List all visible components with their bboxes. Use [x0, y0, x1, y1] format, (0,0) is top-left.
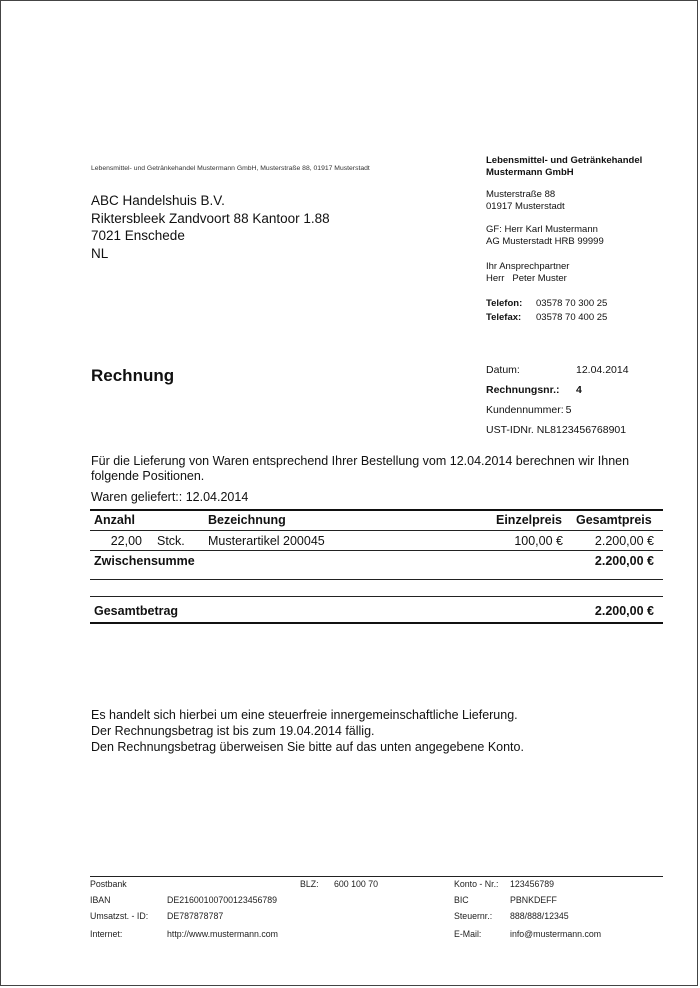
table-top-rule: [90, 509, 663, 511]
vat-id: UST-IDNr. NL8123456768901: [486, 424, 627, 436]
account-label: Konto - Nr.:: [454, 879, 499, 889]
taxno-label: Steuernr.:: [454, 911, 493, 921]
subtotal-label: Zwischensumme: [94, 554, 195, 568]
note-payment: Den Rechnungsbetrag überweisen Sie bitte auf das unten angegebene Konto.: [91, 740, 524, 754]
date-label: Datum:: [486, 364, 520, 376]
subtotal-value: 2.200,00 €: [594, 554, 654, 568]
company-name-line2: Mustermann GmbH: [486, 166, 574, 178]
invoice-date: 12.04.2014: [576, 364, 629, 376]
bank-name: Postbank: [90, 879, 127, 889]
total-value: 2.200,00 €: [594, 604, 654, 618]
total-label: Gesamtbetrag: [94, 604, 179, 618]
blz-label: BLZ:: [300, 879, 319, 889]
invoice-meta: [486, 360, 629, 440]
bic-value: PBNKDEFF: [510, 895, 557, 905]
internet-label: Internet:: [90, 929, 123, 939]
blz-value: 600 100 70: [334, 879, 379, 889]
note-due-date: Der Rechnungsbetrag ist bis zum 19.04.2014 fällig.: [91, 724, 375, 738]
company-name-line1: Lebensmittel- und Getränkehandel: [486, 155, 643, 166]
contact-label: Ihr Ansprechpartner: [486, 261, 570, 272]
website-link[interactable]: http://www.mustermann.com: [167, 929, 278, 939]
company-street: Musterstraße 88: [486, 189, 556, 200]
bank-footer: [90, 876, 663, 939]
footer-rule: [90, 876, 663, 877]
sender-return-line: Lebensmittel- und Getränkehandel Mustermann GmbH, Musterstraße 88, 01917 Musterstadt: [91, 165, 370, 172]
phone-number: 03578 70 300 25: [536, 298, 608, 309]
customer-number: 5: [565, 404, 572, 416]
header-rule: [90, 530, 663, 531]
col-header-quantity: Anzahl: [94, 513, 135, 527]
email-link[interactable]: info@mustermann.com: [510, 929, 602, 939]
col-header-total-price: Gesamtpreis: [576, 513, 652, 527]
vat-value: DE787878787: [167, 911, 224, 921]
fax-label: Telefax:: [486, 311, 522, 323]
recipient-address: [91, 192, 330, 262]
document-title: Rechnung: [91, 366, 175, 385]
col-header-description: Bezeichnung: [208, 513, 286, 527]
vat-label: Umsatzst. - ID:: [90, 911, 149, 921]
bic-label: BIC: [454, 895, 469, 905]
row-description: Musterartikel 200045: [208, 534, 325, 548]
company-info-block: [486, 155, 642, 323]
fax-number: 03578 70 400 25: [536, 311, 608, 323]
row-unit-price: 100,00 €: [514, 534, 563, 548]
recipient-name: ABC Handelshuis B.V.: [91, 193, 225, 208]
recipient-city: 7021 Enschede: [91, 228, 185, 243]
col-header-unit-price: Einzelpreis: [496, 513, 562, 527]
total-top-rule: [90, 596, 663, 597]
iban-value: DE21600100700123456789: [167, 895, 278, 905]
row-total-price: 2.200,00 €: [594, 534, 654, 548]
recipient-street: Riktersbleek Zandvoort 88 Kantoor 1.88: [91, 210, 330, 226]
row-quantity: 22,00: [110, 534, 142, 548]
taxno-value: 888/888/12345: [510, 911, 569, 921]
company-managing-director: GF: Herr Karl Mustermann: [486, 224, 598, 235]
iban-label: IBAN: [90, 895, 111, 905]
total-bottom-rule: [90, 622, 663, 624]
notes-block: [91, 707, 524, 755]
row-unit: Stck.: [157, 534, 185, 548]
intro-text: Für die Lieferung von Waren entsprechend Ihrer Bestellung vom 12.04.2014 berechnen wir Ihnen folgende Positionen.: [91, 454, 630, 483]
recipient-country: NL: [91, 245, 109, 261]
company-register: AG Musterstadt HRB 99999: [486, 235, 604, 247]
subtotal-rule: [90, 579, 663, 580]
account-value: 123456789: [510, 879, 555, 889]
note-tax-free: Es handelt sich hierbei um eine steuerfreie innergemeinschaftliche Lieferung.: [91, 708, 518, 722]
row-rule: [90, 550, 663, 551]
contact-name: Peter Muster: [512, 272, 567, 284]
delivery-date-line: Waren geliefert:: 12.04.2014: [91, 490, 249, 504]
company-city: 01917 Musterstadt: [486, 200, 565, 212]
email-label: E-Mail:: [454, 929, 482, 939]
invoice-number-label: Rechnungsnr.:: [486, 384, 560, 396]
customer-number-label: Kundennummer:: [486, 404, 564, 416]
contact-salutation: Herr: [486, 272, 505, 284]
phone-label: Telefon:: [486, 298, 523, 309]
invoice-number: 4: [576, 384, 582, 396]
